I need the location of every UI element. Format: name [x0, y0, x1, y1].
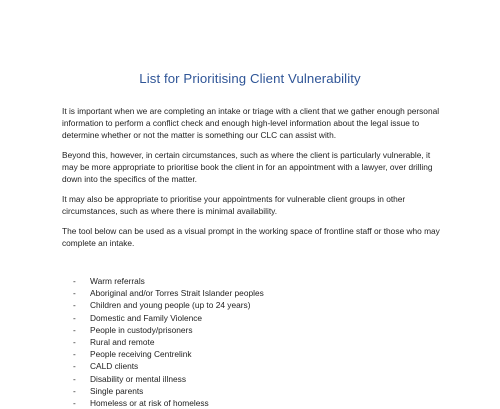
- list-dash: -: [73, 324, 76, 335]
- paragraph-intro: It is important when we are completing an intake or triage with a client that we gather enough personal information to perform a conflict check and enough high-level information about the legal issue to determine whether or not the matter is something our CLC can assist with.: [62, 106, 440, 141]
- list-item-label: Domestic and Family Violence: [90, 312, 203, 323]
- list-item: [73, 275, 433, 287]
- list-item-label: Rural and remote: [90, 337, 155, 348]
- list-dash: -: [73, 276, 76, 286]
- list-item: [73, 324, 433, 336]
- list-item: [73, 385, 433, 397]
- list-item-label: Warm referrals: [90, 276, 145, 286]
- list-dash: -: [73, 349, 76, 360]
- list-item-label: Disability or mental illness: [90, 373, 186, 384]
- list-item-label: Aboriginal and/or Torres Strait Islander peoples: [90, 288, 264, 299]
- list-item-label: Children and young people (up to 24 years): [90, 300, 251, 311]
- list-item-label: Single parents: [90, 385, 144, 396]
- list-item: [73, 299, 433, 311]
- list-item: [73, 312, 433, 324]
- list-item: [73, 373, 433, 385]
- list-dash: -: [73, 312, 76, 323]
- list-dash: -: [73, 337, 76, 348]
- list-item: [73, 360, 433, 372]
- list-dash: -: [73, 385, 76, 396]
- list-item: [73, 287, 433, 299]
- vulnerable-groups-list: [73, 275, 433, 409]
- document-title: List for Prioritising Client Vulnerability: [139, 71, 361, 86]
- list-dash: -: [73, 361, 76, 372]
- list-dash: -: [73, 288, 76, 299]
- paragraph-minimal-availability: It may also be appropriate to prioritise your appointments for vulnerable client groups in other circumstances, such as where there is minimal availability.: [62, 193, 406, 216]
- list-item: [73, 336, 433, 348]
- list-item-label: Homeless or at risk of homeless: [90, 398, 209, 409]
- paragraph-vulnerable-clients: Beyond this, however, in certain circumstances, such as where the client is particularly vulnerable, it may be more appropriate to prioritise book the client in for an appointment with a lawyer, over drilling down into the specifics of the matter.: [62, 149, 433, 185]
- list-item-label: People in custody/prisoners: [90, 324, 193, 335]
- list-item-label: People receiving Centrelink: [90, 349, 192, 360]
- document-body: [62, 105, 448, 256]
- list-item: [73, 397, 433, 409]
- list-item: [73, 348, 433, 360]
- list-dash: -: [73, 300, 76, 311]
- list-dash: -: [73, 398, 76, 409]
- paragraph-tool-usage: The tool below can be used as a visual prompt in the working space of frontline staff or those who may complete an intake.: [62, 225, 440, 248]
- list-dash: -: [73, 373, 76, 384]
- list-item-label: CALD clients: [90, 361, 139, 372]
